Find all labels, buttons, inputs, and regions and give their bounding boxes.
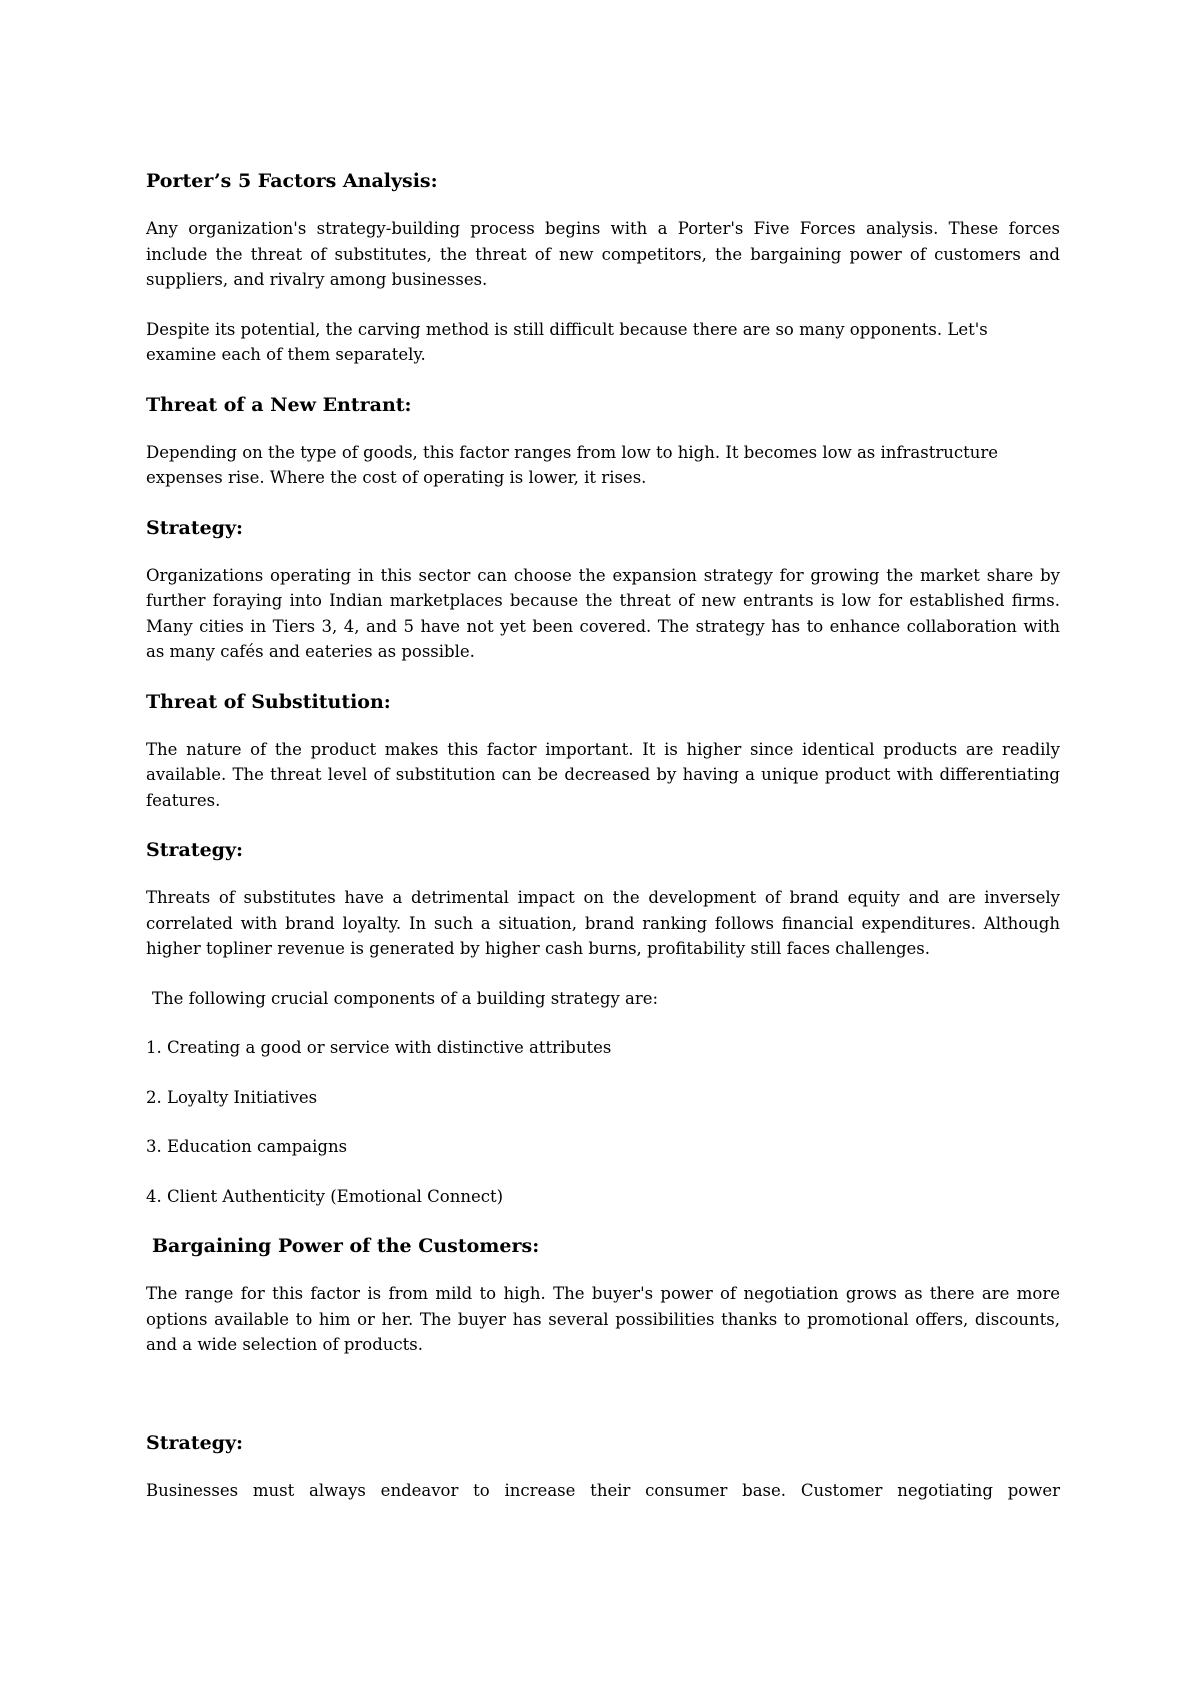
- substitution-body: The nature of the product makes this factor important. It is higher since identical products are readily available. The threat level of substitution can be decreased by having a unique product with differentiating features.: [146, 739, 1060, 810]
- heading-customers: Bargaining Power of the Customers:: [152, 1235, 540, 1257]
- list-item: 1. Creating a good or service with distinctive attributes: [146, 1038, 612, 1057]
- intro-paragraph-1: Any organization's strategy-building process begins with a Porter's Five Forces analysis. These forces include the threat of substitutes, the threat of new competitors, the bargaining power of customers and suppliers, and rivalry among businesses.: [146, 219, 1060, 289]
- list-item: 2. Loyalty Initiatives: [146, 1087, 318, 1107]
- list-item: 3. Education campaigns: [146, 1137, 348, 1156]
- heading-substitution: Threat of Substitution:: [146, 690, 391, 713]
- document-page: [146, 168, 1060, 1527]
- document-title: Porter’s 5 Factors Analysis:: [146, 170, 438, 192]
- intro-paragraph-2: Despite its potential, the carving method is still difficult because there are so many opponents. Let's examine each of them separately.: [146, 319, 988, 364]
- heading-strategy-new-entrant: Strategy:: [146, 516, 244, 539]
- components-intro: The following crucial components of a building strategy are:: [152, 988, 659, 1008]
- customers-body: The range for this factor is from mild to high. The buyer's power of negotiation grows as there are more options available to him or her. The buyer has several possibilities thanks to promotional offers, discounts, and a wide selection of products.: [146, 1284, 1060, 1354]
- heading-strategy-customers: Strategy:: [146, 1431, 244, 1454]
- heading-new-entrant: Threat of a New Entrant:: [146, 393, 412, 416]
- new-entrant-strategy-body: Organizations operating in this sector can choose the expansion strategy for growing the market share by further foraying into Indian marketplaces because the threat of new entrants is low for established firms. Many cities in Tiers 3, 4, and 5 have not yet been covered. The strategy has to enhance collaboration with as many cafés and eateries as possible.: [146, 565, 1060, 661]
- heading-strategy-substitution: Strategy:: [146, 839, 244, 861]
- substitution-strategy-body: Threats of substitutes have a detrimental impact on the development of brand equity and are inversely correlated with brand loyalty. In such a situation, brand ranking follows financial expenditures. Although higher topliner revenue is generated by higher cash burns, profitability still faces challenges.: [146, 888, 1060, 958]
- list-item: 4. Client Authenticity (Emotional Connect): [146, 1186, 504, 1206]
- customers-strategy-body: Businesses must always endeavor to increase their consumer base. Customer negotiating power: [146, 1480, 1060, 1500]
- new-entrant-body: Depending on the type of goods, this factor ranges from low to high. It becomes low as infrastructure expenses rise. Where the cost of operating is lower, it rises.: [146, 442, 999, 487]
